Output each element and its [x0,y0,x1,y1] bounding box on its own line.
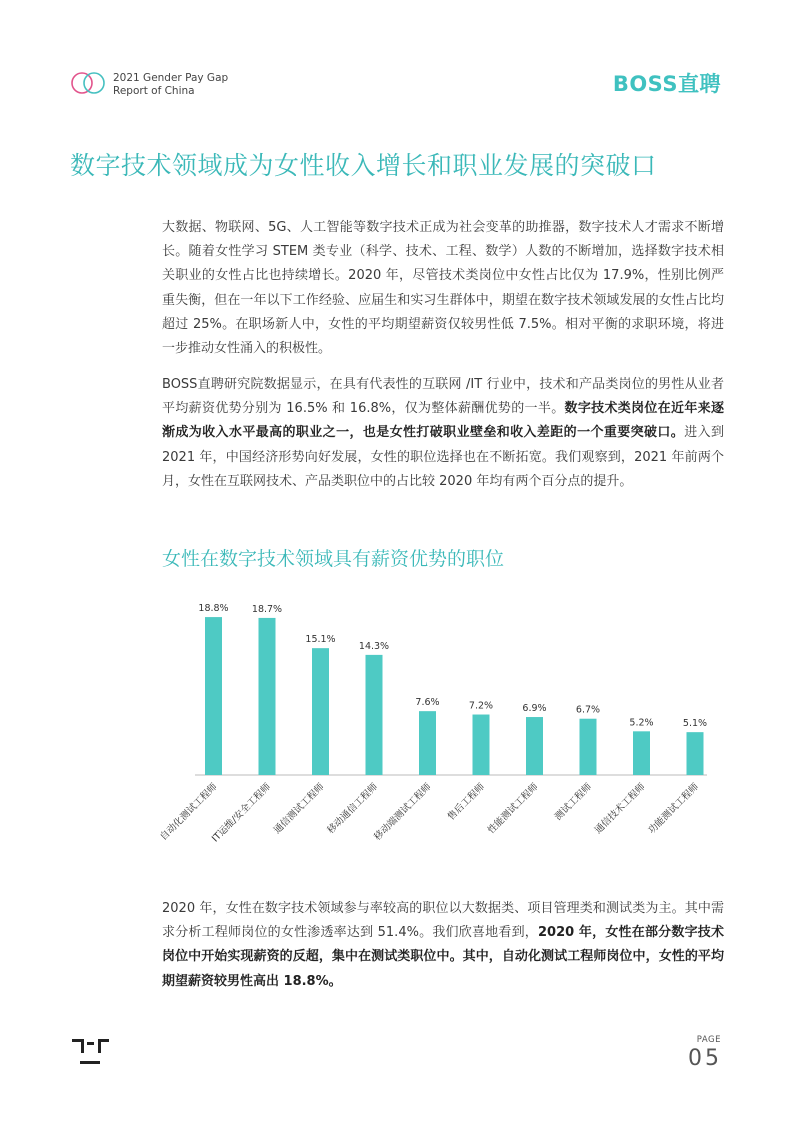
bar-value-label: 14.3% [358,640,390,652]
category-label: 移动端测试工程师 [372,781,434,843]
page-label: PAGE [696,1035,721,1045]
paragraph2-text-a: BOSS直聘研究院数据显示，在具有代表性的互联网 /IT 行业中，技术和产品类岗位的男性从业者平均薪资优势分别为 16.5% 和 16.8%，仅为整体薪酬优势的一半。 [162,377,724,417]
bar-1 [259,618,276,775]
paragraph3-highlight: 2020 年，女性在部分数字技术岗位中开始实现薪资的反超，集中在测试类职位中。其中，自动化测试工程师岗位中，女性的平均期望薪资较男性高出 18.8%。 [162,925,724,989]
paragraph2-highlight: 数字技术类岗位在近年来逐渐成为收入水平最高的职业之一，也是女性打破职业壁垒和收入差距的一个重要突破口。 [162,401,724,441]
bar-value-label: 15.1% [305,634,336,646]
bar-2 [312,648,329,775]
bar-7 [580,719,597,775]
bar-8 [633,731,650,775]
bar-4 [419,711,436,775]
report-title-line1: 2021 Gender Pay Gap [113,72,229,84]
category-label: 自动化测试工程师 [158,781,220,843]
paragraph-participation [162,897,724,994]
paragraph-salary-advantage [162,373,724,494]
salary-advantage-bar-chart [155,590,725,860]
page-title: 数字技术领域成为女性收入增长和职业发展的突破口 [70,151,657,180]
bar-value-label: 7.6% [415,697,440,709]
brand-logo: BOSS直聘 [612,72,721,96]
category-label: 性能测试工程师 [485,781,541,837]
bar-value-label: 5.1% [682,718,708,730]
category-label: 测试工程师 [552,781,595,823]
paragraph-stem-growth: 大数据、物联网、5G、人工智能等数字技术正成为社会变革的助推器，数字技术人才需求不断增长。随着女性学习 STEM 类专业（科学、技术、工程、数学）人数的不断增加，选择数字技术相关职业的女性占比也持续增长。2020 年，尽管技术类岗位中女性占比仅为 17.9%，性别比例严重失衡，但在一年以下工作经验、应届生和实习生群体中，期望在数字技术领域发展的女性占比均超过 25%。在职场新人中，女性的平均期望薪资仅较男性低 7.5%。相对平衡的求职环境，将进一步推动女性涌入的积极性。 [162,220,724,357]
bar-value-label: 5.2% [629,717,654,729]
report-logo-circles-icon [70,70,110,96]
bar-value-label: 7.2% [468,700,494,712]
paragraph2-text-b: 进入到 2021 年，中国经济形势向好发展，女性的职位选择也在不断拓宽。我们观察到，2021 年前两个月，女性在互联网技术、产品类职位中的占比较 2020 年均有两个百分点的提升。 [162,425,724,489]
category-label: 通信技术工程师 [592,781,648,837]
bar-5 [473,715,490,775]
bar-9 [687,732,704,775]
category-label: IT运维/安全工程师 [209,781,274,845]
chart-title: 女性在数字技术领域具有薪资优势的职位 [162,548,505,570]
category-label: 售后工程师 [445,781,488,823]
category-label: 通信测试工程师 [271,781,327,837]
bar-0 [205,617,222,775]
bar-3 [366,655,383,775]
face-logo-icon [70,1036,112,1070]
bar-value-label: 18.7% [251,603,283,615]
bar-6 [526,717,543,775]
page-number: 05 [688,1046,722,1071]
bar-value-label: 18.8% [198,603,229,615]
category-label: 移动通信工程师 [325,781,381,837]
bar-value-label: 6.9% [522,703,547,715]
report-title-line2: Report of China [113,85,195,97]
category-label: 功能测试工程师 [646,781,702,837]
bar-value-label: 6.7% [575,704,601,716]
paragraph3-text: 2020 年，女性在数字技术领域参与率较高的职位以大数据类、项目管理类和测试类为主。其中需求分析工程师岗位的女性渗透率达到 51.4%。我们欣喜地看到， [162,901,724,941]
